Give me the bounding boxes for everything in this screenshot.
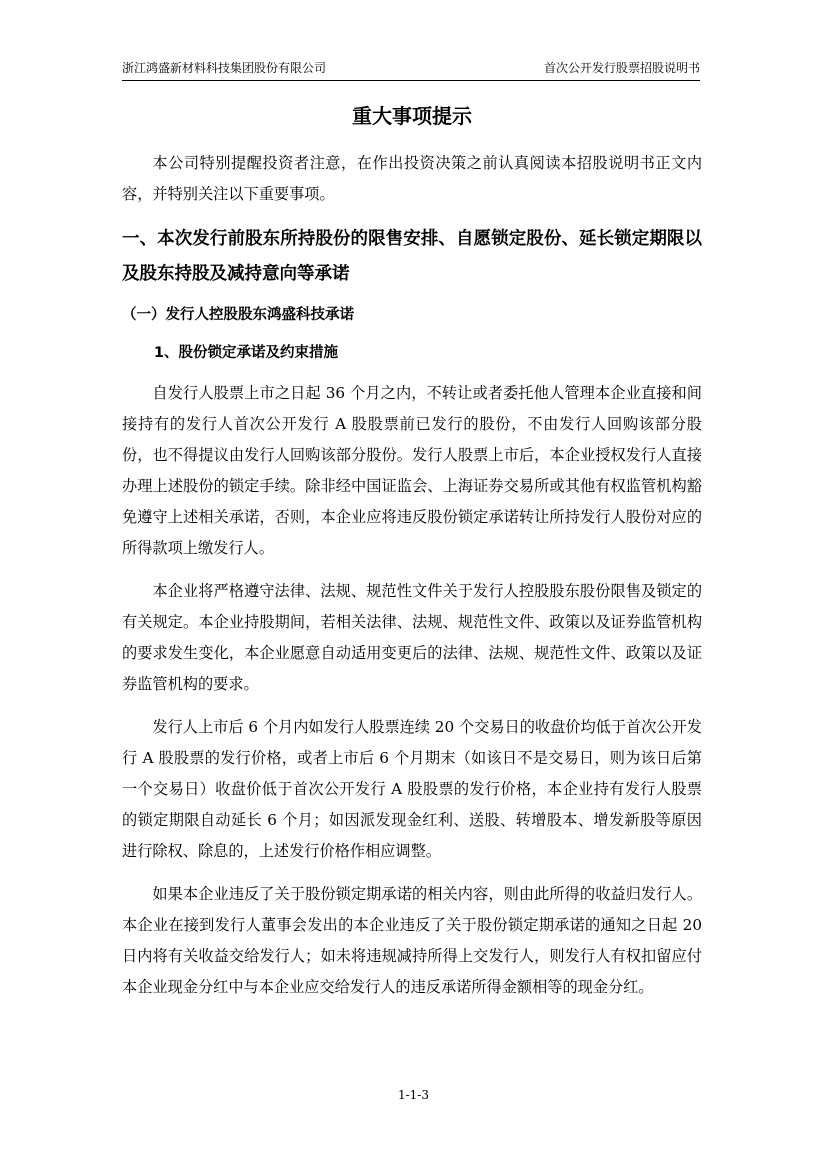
page-title: 重大事项提示 (352, 104, 472, 128)
body-paragraph: 如果本企业违反了关于股份锁定期承诺的相关内容，则由此所得的收益归发行人。本企业在接到发行人董事会发出的本企业违反了关于股份锁定期承诺的通知之日起 20 日内将有关收益交给发行人；如未将违规减持所得上交发行人，则发行人有权扣留应付本企业现金分红中与本企业应交给发行人的违反承诺所得金额相等的现金分红。 (122, 885, 702, 996)
body-paragraph: 发行人上市后 6 个月内如发行人股票连续 20 个交易日的收盘价均低于首次公开发行 A 股股票的发行价格，或者上市后 6 个月期末（如该日不是交易日，则为该日后第一个交易日）收盘价低于首次公开发行 A 股股票的发行价格，本企业持有发行人股票的锁定期限自动延长 6 个月；如因派发现金红利、送股、转增股本、增发新股等原因进行除权、除息的，上述发行价格作相应调整。 (122, 718, 702, 860)
intro-paragraph: 本公司特别提醒投资者注意，在作出投资决策之前认真阅读本招股说明书正文内容，并特别关注以下重要事项。 (122, 154, 702, 203)
body-paragraph: 本企业将严格遵守法律、法规、规范性文件关于发行人控股股东股份限售及锁定的有关规定。本企业持股期间，若相关法律、法规、规范性文件、政策以及证券监管机构的要求发生变化，本企业愿意自动适用变更后的法律、法规、规范性文件、政策以及证券监管机构的要求。 (122, 582, 702, 693)
body-paragraph: 自发行人股票上市之日起 36 个月之内，不转让或者委托他人管理本企业直接和间接持有的发行人首次公开发行 A 股股票前已发行的股份，不由发行人回购该部分股份，也不得提议由发行人回购该部分股份。发行人股票上市后，本企业授权发行人直接办理上述股份的锁定手续。除非经中国证监会、上海证券交易所或其他有权监管机构豁免遵守上述相关承诺，否则，本企业应将违反股份锁定承诺转让所持发行人股份对应的所得款项上缴发行人。 (122, 384, 702, 557)
header-document-type: 首次公开发行股票招股说明书 (543, 61, 700, 75)
header-company-name: 浙江鸿盛新材料科技集团股份有限公司 (122, 61, 327, 75)
subsection-heading: （一）发行人控股股东鸿盛科技承诺 (122, 307, 354, 323)
page-number: 1-1-3 (397, 1088, 429, 1102)
page-header (122, 58, 700, 81)
section-heading: 一、本次发行前股东所持股份的限售安排、自愿锁定股份、延长锁定期限以及股东持股及减持意向等承诺 (122, 229, 702, 284)
item-heading: 1、股份锁定承诺及约束措施 (153, 345, 338, 361)
page-content (122, 102, 702, 1015)
